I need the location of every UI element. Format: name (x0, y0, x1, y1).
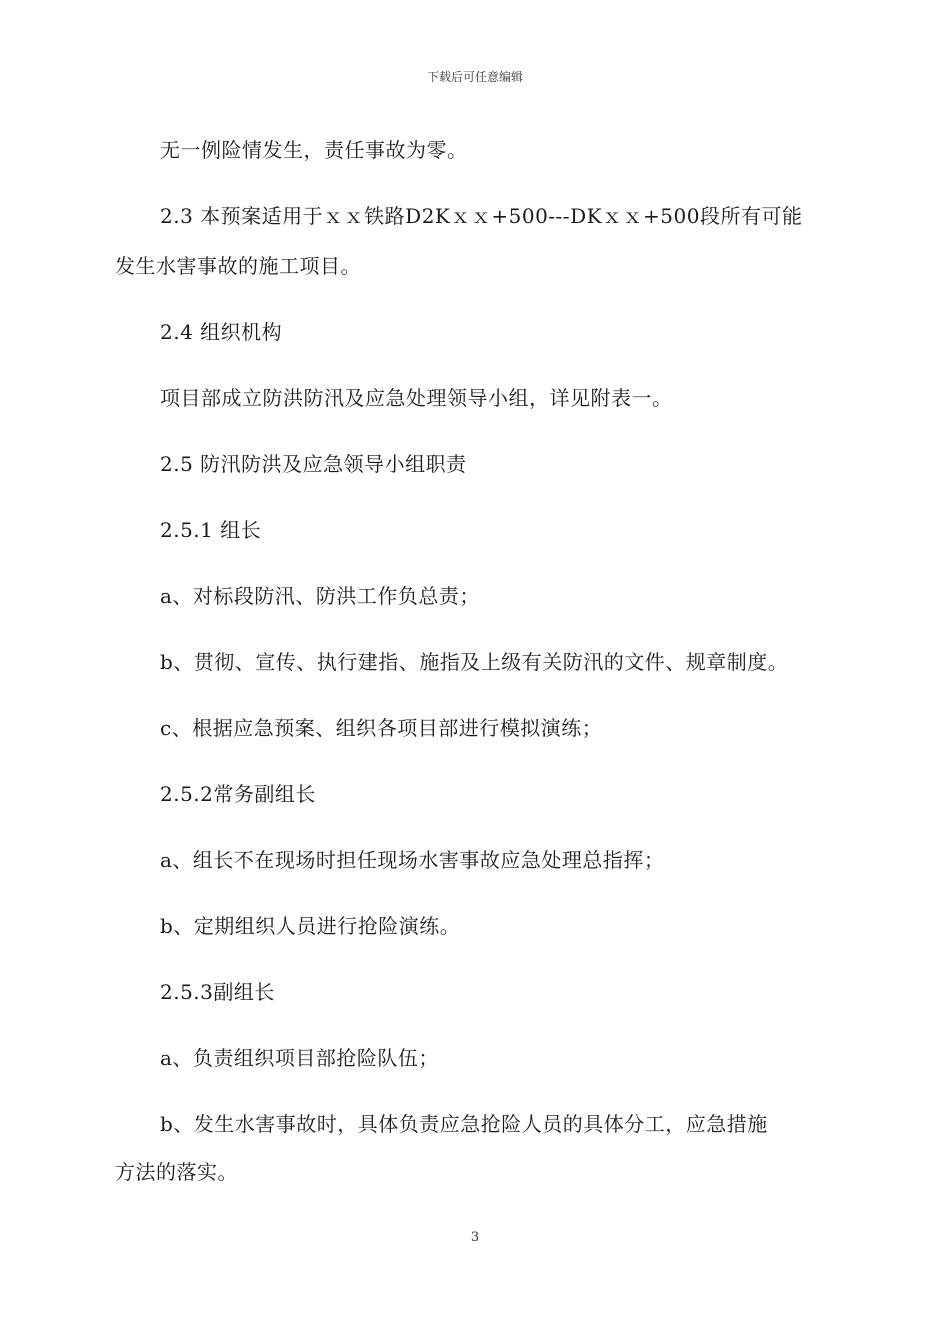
section-heading: 2.5.1 组长 (160, 518, 262, 542)
section-heading: 2.5.2常务副组长 (160, 782, 316, 806)
section-heading: 2.5.3副组长 (160, 980, 275, 1004)
list-item: b、定期组织人员进行抢险演练。 (160, 914, 461, 938)
text-line: 项目部成立防洪防汛及应急处理领导小组，详见附表一。 (160, 386, 673, 410)
text-line: 方法的落实。 (115, 1160, 238, 1184)
section-heading: 2.4 组织机构 (160, 320, 283, 344)
list-item: c、根据应急预案、组织各项目部进行模拟演练； (160, 716, 603, 740)
section-heading: 2.5 防汛防洪及应急领导小组职责 (160, 452, 467, 476)
list-item: a、对标段防汛、防洪工作负总责； (160, 584, 480, 608)
text-line: 无一例险情发生，责任事故为零。 (160, 138, 468, 162)
list-item: b、发生水害事故时，具体负责应急抢险人员的具体分工，应急措施 (160, 1112, 768, 1136)
list-item: a、组长不在现场时担任现场水害事故应急处理总指挥； (160, 848, 665, 872)
text-line: 发生水害事故的施工项目。 (115, 254, 361, 278)
page-number: 3 (470, 1230, 480, 1245)
section-heading: 2.3 本预案适用于ｘｘ铁路D2Kｘｘ+500---DKｘｘ+500段所有可能 (160, 204, 803, 228)
list-item: b、贯彻、宣传、执行建指、施指及上级有关防汛的文件、规章制度。 (160, 650, 789, 674)
page-header: 下载后可任意编辑 (426, 70, 523, 84)
list-item: a、负责组织项目部抢险队伍； (160, 1046, 439, 1070)
